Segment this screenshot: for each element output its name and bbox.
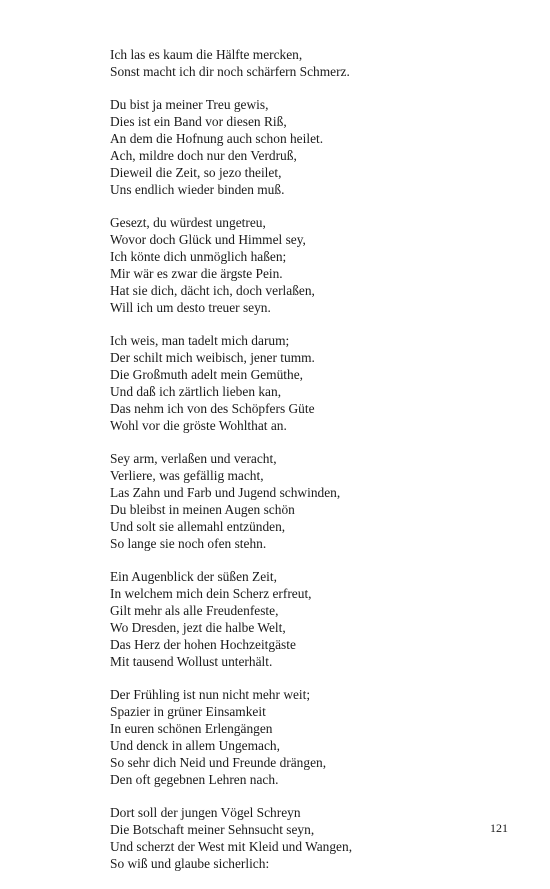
poem-line: Wohl vor die gröste Wohlthat an.	[110, 417, 287, 433]
poem-line: In euren schönen Erlengängen	[110, 720, 273, 736]
stanza	[110, 47, 530, 81]
poem-line: Wovor doch Glück und Himmel sey,	[110, 232, 306, 248]
poem-line: Wo Dresden, jezt die halbe Welt,	[110, 619, 286, 635]
stanza	[110, 451, 530, 552]
poem-line: Ein Augenblick der süßen Zeit,	[110, 569, 277, 585]
poem-line: So lange sie noch ofen stehn.	[110, 535, 267, 551]
poem-line: Mir wär es zwar die ärgste Pein.	[110, 265, 283, 281]
poem-line: Und denck in allem Ungemach,	[110, 737, 280, 753]
poem-line: Ach, mildre doch nur den Verdruß,	[110, 148, 297, 164]
poem-line: Las Zahn und Farb und Jugend schwinden,	[110, 484, 341, 500]
poem-line: Ich las es kaum die Hälfte mercken,	[110, 47, 303, 62]
poem-line: Das Herz der hohen Hochzeitgäste	[110, 636, 296, 652]
poem-line: Gesezt, du würdest ungetreu,	[110, 215, 266, 231]
stanza	[110, 333, 530, 434]
poem-line: Der schilt mich weibisch, jener tumm.	[110, 350, 315, 366]
stanza	[110, 215, 530, 316]
poem-line: Sey arm, verlaßen und veracht,	[110, 451, 277, 467]
poem-line: Du bist ja meiner Treu gewis,	[110, 97, 269, 113]
poem-line: Will ich um desto treuer seyn.	[110, 299, 271, 315]
page-number: 121	[490, 821, 508, 835]
poem-line: So sehr dich Neid und Freunde drängen,	[110, 754, 327, 770]
poem-line: Und solt sie allemahl entzünden,	[110, 518, 286, 534]
poem-line: Und daß ich zärtlich lieben kan,	[110, 383, 282, 399]
stanza	[110, 97, 530, 198]
poem-line: Mit tausend Wollust unterhält.	[110, 653, 273, 669]
poem-line: So wiß und glaube sicherlich:	[110, 855, 270, 871]
poem-line: Der Frühling ist nun nicht mehr weit;	[110, 687, 311, 702]
poem-line: Die Botschaft meiner Sehnsucht seyn,	[110, 821, 315, 837]
poem-line: Dort soll der jungen Vögel Schreyn	[110, 804, 301, 820]
poem-line: Das nehm ich von des Schöpfers Güte	[110, 400, 315, 416]
poem-line: Gilt mehr als alle Freudenfeste,	[110, 602, 279, 618]
stanza	[110, 569, 530, 670]
poem-line: Ich könte dich unmöglich haßen;	[110, 249, 287, 265]
poem-line: Dieweil die Zeit, so jezo theilet,	[110, 164, 282, 180]
poem-line: Du bleibst in meinen Augen schön	[110, 501, 295, 517]
poem-line: Spazier in grüner Einsamkeit	[110, 703, 266, 719]
poem-line: An dem die Hofnung auch schon heilet.	[110, 131, 324, 147]
poem-line: Hat sie dich, dächt ich, doch verlaßen,	[110, 282, 315, 298]
stanza	[110, 805, 530, 873]
poem-line: Und scherzt der West mit Kleid und Wangen,	[110, 838, 353, 854]
poem-text	[110, 47, 530, 889]
poem-line: Ich weis, man tadelt mich darum;	[110, 333, 290, 349]
poem-line: Dies ist ein Band vor diesen Riß,	[110, 114, 287, 130]
poem-line: Verliere, was gefällig macht,	[110, 468, 264, 484]
poem-line: Sonst macht ich dir noch schärfern Schmerz.	[110, 63, 350, 79]
stanza	[110, 687, 530, 788]
poem-line: Die Großmuth adelt mein Gemüthe,	[110, 367, 304, 382]
poem-line: In welchem mich dein Scherz erfreut,	[110, 585, 312, 601]
poem-line: Uns endlich wieder binden muß.	[110, 181, 285, 197]
poem-line: Den oft gegebnen Lehren nach.	[110, 771, 279, 787]
